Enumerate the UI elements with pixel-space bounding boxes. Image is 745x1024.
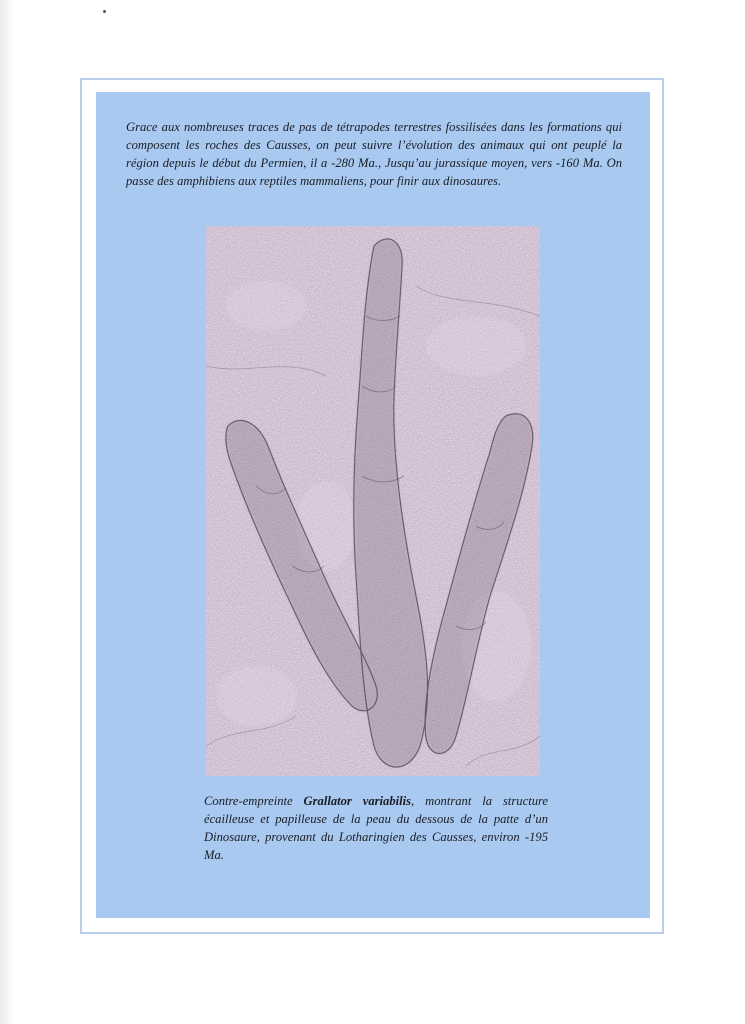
footprint-image — [206, 226, 540, 776]
page-scan-edge — [0, 0, 14, 1024]
intro-paragraph: Grace aux nombreuses traces de pas de tétrapodes terrestres fossilisées dans les formations qui composent les roches des Causses, on peut suivre l’évolution des animaux qui ont peuplé la région depuis le début du Permien, il a -280 Ma., Jusqu’au jurassique moyen, vers -160 Ma. On passe des amphibiens aux reptiles mammaliens, pour finir aux dinosaures. — [126, 120, 622, 188]
caption-species-name: Grallator variabilis — [303, 794, 412, 808]
fossil-footprint-photo — [206, 226, 540, 776]
photo-caption — [204, 792, 548, 864]
caption-suffix: , montrant la structure écailleuse et papilleuse de la peau du dessous de la patte d’un Dinosaure, provenant du Lotharingien des Causses, environ -195 Ma. — [204, 794, 549, 862]
caption-prefix: Contre-empreinte — [204, 794, 304, 808]
scan-speck — [103, 10, 106, 13]
